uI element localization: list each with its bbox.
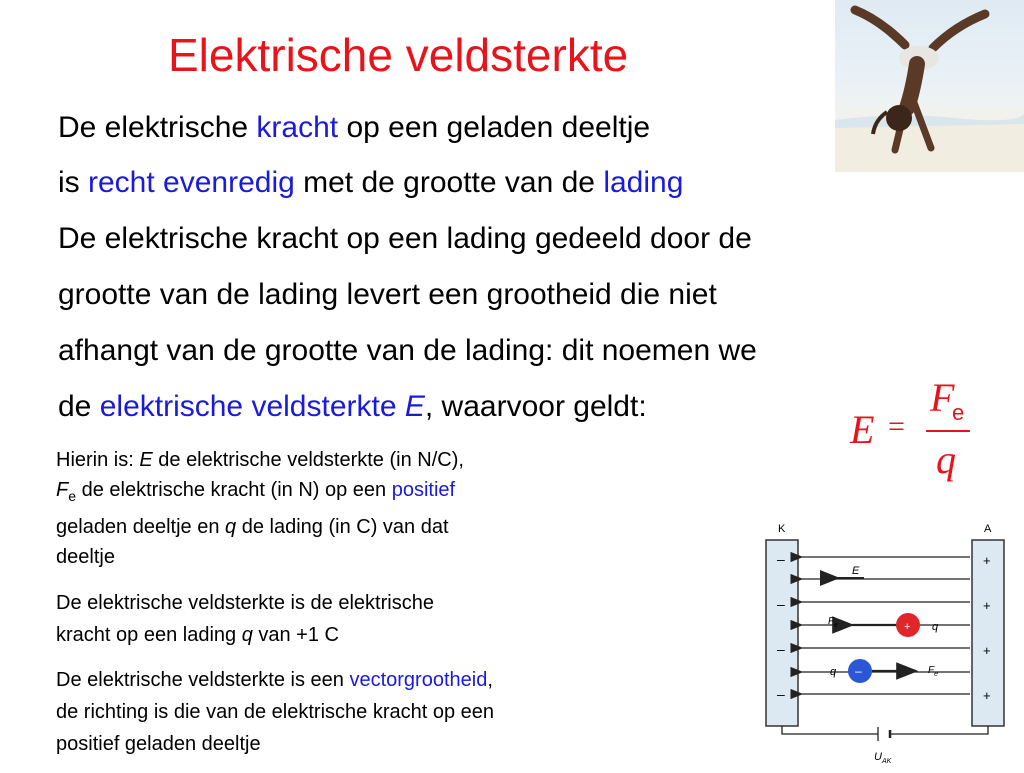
fraction-bar [926,430,970,432]
plus-sign: + [983,598,991,613]
line2-text-c: met de grootte van de [294,166,604,199]
hierin-text: de lading (in C) van dat [236,516,449,538]
vector-line-3: positief geladen deeltje [56,733,261,755]
formula-numerator: F [930,375,955,420]
vector-text: , [487,669,493,691]
hierin-symbol-q: q [225,516,237,538]
line1-text-c: op een geladen deeltje [338,111,651,144]
hierin-highlight-positief: positief [391,479,456,501]
vector-highlight: vectorgrootheid [349,669,488,691]
hierin-line-1 [56,447,464,473]
capacitor-diagram-svg [752,512,1014,768]
circuit-wire [782,726,878,734]
text-line-2 [58,165,683,201]
plus-sign: + [983,553,991,568]
fe-negative-label: $F_e$ [928,665,939,678]
formula-equals: = [888,410,905,443]
circuit-wire [890,726,988,734]
fe-positive-label: $F_e$ [828,616,839,629]
line2-highlight-1: recht evenredig [88,166,295,199]
minus-sign: – [777,596,785,612]
line6-text-a: de [58,390,100,423]
formula-numerator-subscript: e [952,400,965,425]
line2-text-a: is [58,166,88,199]
hierin-line-2 [56,477,455,509]
definition-text: kracht op een lading [56,624,242,646]
plus-sign: + [983,688,991,703]
definition-text: van +1 C [252,624,339,646]
minus-sign: – [777,641,785,657]
line1-text-a: De elektrische [58,111,257,144]
hierin-text: Hierin is: [56,449,140,471]
q-label: q [932,621,939,633]
vector-line-2: de richting is die van de elektrische kracht op een [56,701,495,723]
line1-highlight: kracht [256,111,339,144]
text-line-5: afhangt van de grootte van de lading: dit noemen we [58,334,757,367]
hierin-symbol-f: F [56,479,69,501]
definition-line-1: De elektrische veldsterkte is de elektrische [56,592,434,614]
definition-line-2 [56,622,339,648]
slide-title: Elektrische veldsterkte [168,29,629,81]
text-line-6 [58,389,647,425]
minus-sign: – [777,551,785,567]
vector-text: De elektrische veldsterkte is een [56,669,350,691]
text-line-3: De elektrische kracht op een lading gedeeld door de [58,222,752,255]
hierin-subscript-e: e [68,488,77,504]
text-line-1 [58,110,650,146]
e-vector-label: E [852,565,860,577]
field-strength-formula [848,376,978,486]
minus-sign: – [777,686,785,702]
formula-lhs: E [850,407,875,452]
line6-text-d: , waarvoor geldt: [424,390,647,423]
vector-line-1 [56,667,493,693]
text-line-4: grootte van de lading levert een grootheid die niet [58,278,717,311]
hierin-line-4: deeltje [56,546,115,568]
negative-charge-sign: – [855,664,862,678]
plus-sign: + [983,643,991,658]
formula-denominator: q [936,437,956,482]
positive-charge-sign: + [904,621,911,633]
line2-highlight-2: lading [603,166,684,199]
line6-highlight: elektrische veldsterkte [99,390,405,423]
hierin-text: de elektrische veldsterkte (in N/C), [152,449,464,471]
handstand-photo [835,0,1024,172]
hierin-text: geladen deeltje en [56,516,226,538]
label-a: A [984,523,992,535]
capacitor-field-diagram [752,512,1014,768]
q-label: q [830,666,837,678]
handstand-figure-icon [835,0,1024,172]
hierin-line-3 [56,514,449,540]
hierin-text: de elektrische kracht (in N) op een [76,479,392,501]
definition-symbol-q: q [241,624,253,646]
line6-symbol-e: E [404,390,425,423]
hierin-symbol-e: E [139,449,153,471]
voltage-label: $U_{AK}$ [874,751,892,765]
label-k: K [778,523,786,535]
